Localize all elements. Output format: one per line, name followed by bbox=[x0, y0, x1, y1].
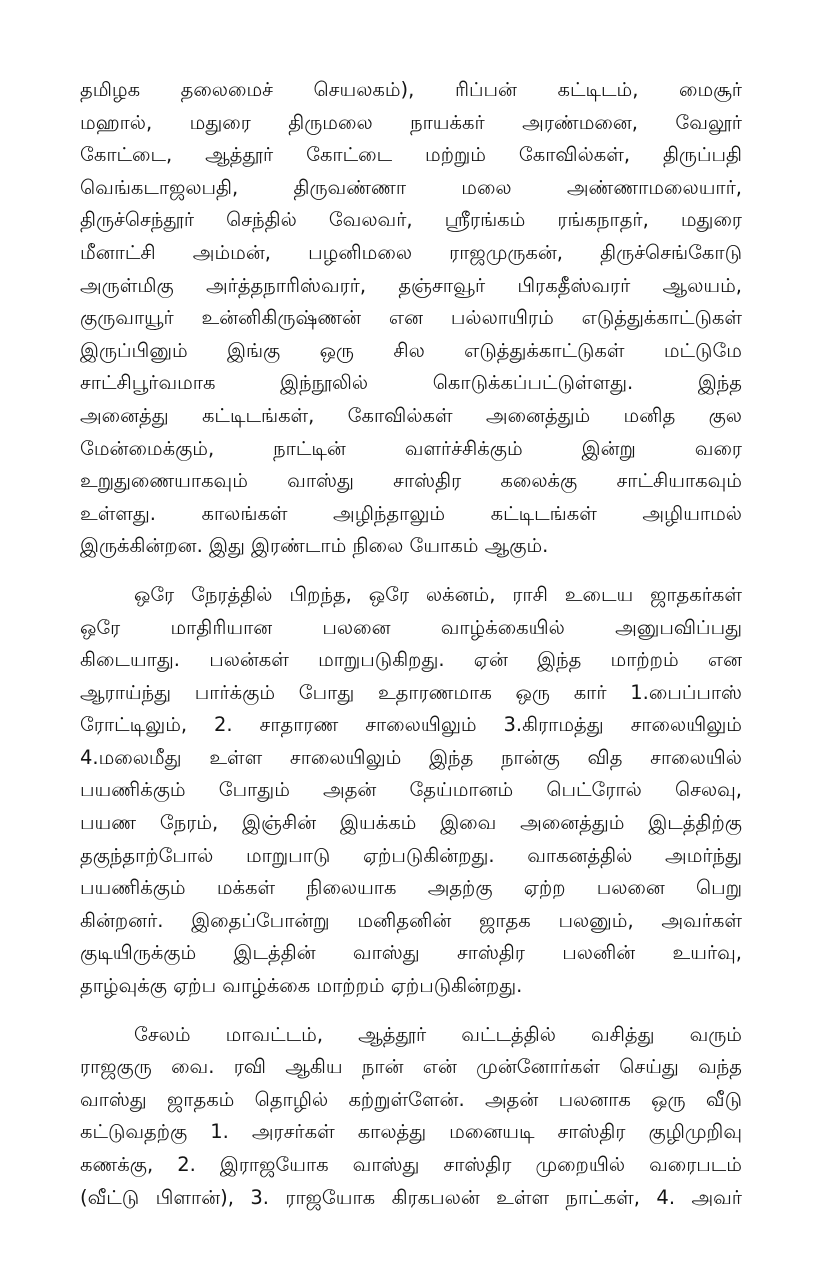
text-line: மஹால், மதுரை திருமலை நாயக்கர் அரண்மனை, வேலூர் bbox=[80, 110, 742, 134]
text-line: (வீட்டு பிளான்), 3. ராஜயோக கிரகபலன் உள்ள நாட்கள், 4. அவர் bbox=[80, 1185, 742, 1209]
text-line: மேன்மைக்கும், நாட்டின் வளர்ச்சிக்கும் இன்று வரை bbox=[80, 436, 742, 460]
paragraph-1 bbox=[80, 74, 742, 563]
text-line: கணக்கு, 2. இராஜயோக வாஸ்து சாஸ்திர முறையில் வரைபடம் bbox=[80, 1153, 742, 1176]
text-line: உள்ளது. காலங்கள் அழிந்தாலும் கட்டிடங்கள் அழியாமல் bbox=[80, 501, 742, 525]
text-line: சாட்சிபூர்வமாக இந்நூலில் கொடுக்கப்பட்டுள்ளது. இந்த bbox=[80, 371, 742, 395]
paragraph-3 bbox=[80, 1019, 742, 1215]
text-line: ஒரே மாதிரியான பலனை வாழ்க்கையில் அனுபவிப்பது bbox=[80, 615, 742, 639]
text-line: ராஜகுரு வை. ரவி ஆகிய நான் என் முன்னோர்கள் செய்து வந்த bbox=[80, 1055, 742, 1079]
paragraph-2 bbox=[80, 579, 742, 1003]
text-line: குருவாயூர் உன்னிகிருஷ்ணன் என பல்லாயிரம் எடுத்துக்காட்டுகள் bbox=[80, 306, 742, 330]
text-line: அனைத்து கட்டிடங்கள், கோவில்கள் அனைத்தும் மனித குல bbox=[80, 403, 742, 427]
text-line: பயணிக்கும் போதும் அதன் தேய்மானம் பெட்ரோல் செலவு, bbox=[80, 778, 742, 802]
text-line: ஆராய்ந்து பார்க்கும் போது உதாரணமாக ஒரு கார் 1.பைப்பாஸ் bbox=[80, 680, 742, 704]
text-line: இருக்கின்றன. இது இரண்டாம் நிலை யோகம் ஆகும். bbox=[80, 534, 549, 558]
text-line: ரோட்டிலும், 2. சாதாரண சாலையிலும் 3.கிராமத்து சாலையிலும் bbox=[80, 713, 742, 737]
text-line: பயண நேரம், இஞ்சின் இயக்கம் இவை அனைத்தும் இடத்திற்கு bbox=[80, 811, 742, 835]
text-line: ஒரே நேரத்தில் பிறந்த, ஒரே லக்னம், ராசி உடைய ஜாதகர்கள் bbox=[134, 582, 742, 606]
text-line: 4.மலைமீது உள்ள சாலையிலும் இந்த நான்கு வித சாலையில் bbox=[80, 745, 742, 769]
text-line: தமிழக தலைமைச் செயலகம்), ரிப்பன் கட்டிடம், மைசூர் bbox=[80, 78, 742, 101]
paragraph-gap bbox=[80, 563, 742, 579]
text-line: தகுந்தாற்போல் மாறுபாடு ஏற்படுகின்றது. வாகனத்தில் அமர்ந்து bbox=[80, 843, 742, 867]
text-line: கின்றனர். இதைப்போன்று மனிதனின் ஜாதக பலனும், அவர்கள் bbox=[80, 908, 742, 932]
text-line: கோட்டை, ஆத்தூர் கோட்டை மற்றும் கோவில்கள், திருப்பதி bbox=[80, 143, 742, 167]
text-line: குடியிருக்கும் இடத்தின் வாஸ்து சாஸ்திர பலனின் உயர்வு, bbox=[80, 941, 742, 965]
document-page bbox=[80, 74, 742, 1214]
text-line: வெங்கடாஜலபதி, திருவண்ணா மலை அண்ணாமலையார், bbox=[80, 175, 742, 199]
paragraph-gap bbox=[80, 1003, 742, 1019]
text-line: உறுதுணையாகவும் வாஸ்து சாஸ்திர கலைக்கு சாட்சியாகவும் bbox=[80, 469, 742, 493]
text-line: மீனாட்சி அம்மன், பழனிமலை ராஜமுருகன், திருச்செங்கோடு bbox=[80, 240, 742, 264]
text-line: திருச்செந்தூர் செந்தில் வேலவர், ஸ்ரீரங்கம் ரங்கநாதர், மதுரை bbox=[80, 208, 742, 232]
text-line: தாழ்வுக்கு ஏற்ப வாழ்க்கை மாற்றம் ஏற்படுகின்றது. bbox=[80, 974, 523, 998]
text-line: கிடையாது. பலன்கள் மாறுபடுகிறது. ஏன் இந்த மாற்றம் என bbox=[80, 648, 742, 672]
text-line: அருள்மிகு அர்த்தநாரிஸ்வரர், தஞ்சாவூர் பிரகதீஸ்வரர் ஆலயம், bbox=[80, 273, 742, 297]
text-line: வாஸ்து ஜாதகம் தொழில் கற்றுள்ளேன். அதன் பலனாக ஒரு வீடு bbox=[80, 1087, 742, 1111]
text-line: சேலம் மாவட்டம், ஆத்தூர் வட்டத்தில் வசித்து வரும் bbox=[134, 1022, 742, 1046]
text-line: கட்டுவதற்கு 1. அரசர்கள் காலத்து மனையடி சாஸ்திர குழிமுறிவு bbox=[80, 1120, 742, 1144]
text-line: இருப்பினும் இங்கு ஒரு சில எடுத்துக்காட்டுகள் மட்டுமே bbox=[80, 338, 742, 362]
text-line: பயணிக்கும் மக்கள் நிலையாக அதற்கு ஏற்ற பலனை பெறு bbox=[80, 876, 742, 900]
